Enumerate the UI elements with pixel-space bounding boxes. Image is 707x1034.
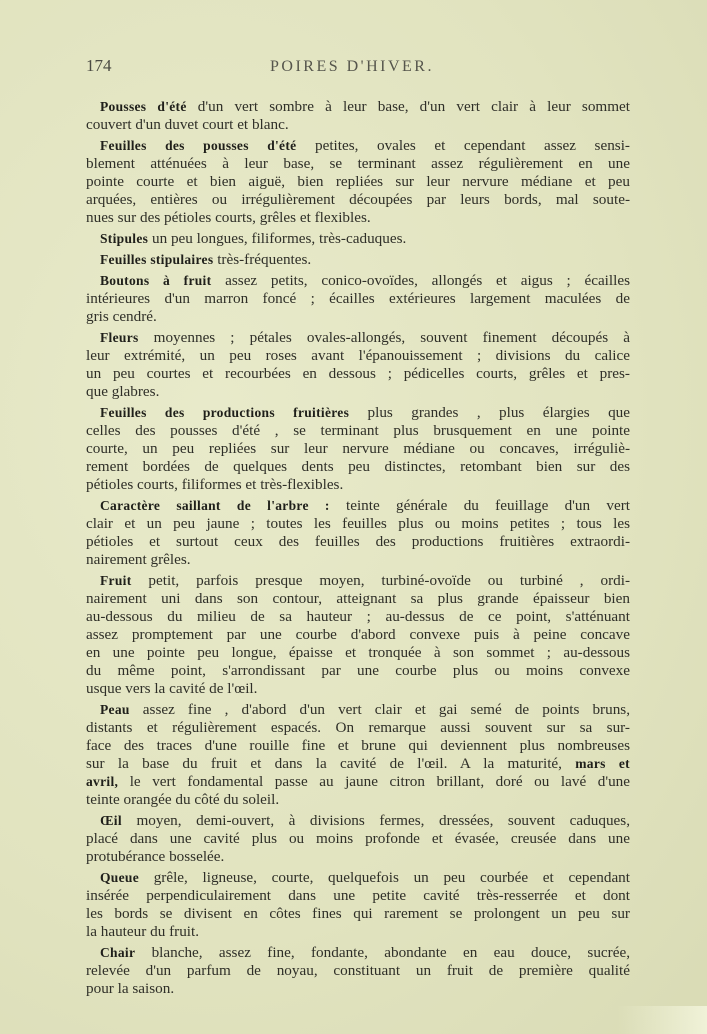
paragraph-term: Fleurs: [100, 330, 139, 345]
text-line: [86, 308, 630, 326]
text-line: [86, 737, 630, 755]
paragraph: [86, 572, 630, 698]
text-line: [86, 905, 630, 923]
text-segment: nues sur des pétioles courts, grêles et flexibles.: [86, 209, 371, 226]
paragraph: [86, 944, 630, 998]
paragraph-term: Œil: [100, 813, 122, 828]
text-line: [86, 887, 630, 905]
text-segment: leur extrémité, un peu roses avant l'épanouissement ; divisions du calice: [86, 347, 630, 364]
text-segment: du même point, s'arrondissant par une courbe plus ou moins convexe: [86, 662, 630, 679]
paragraph-term: Chair: [100, 945, 136, 960]
text-line: [86, 608, 630, 626]
paragraph-term: Peau: [100, 702, 130, 717]
text-segment: placé dans une cavité plus ou moins profonde et évasée, creusée dans une: [86, 830, 630, 847]
text-segment: face des traces d'une rouille fine et brune qui deviennent plus nombreuses: [86, 737, 630, 754]
text-segment: rement bordées de quelques dents peu distinctes, retombant bien sur des: [86, 458, 630, 475]
text-line: [86, 173, 630, 191]
text-segment: la hauteur du fruit.: [86, 923, 200, 940]
text-line: [86, 590, 630, 608]
paragraph-term: Feuilles des productions fruitières: [100, 405, 350, 420]
text-line: [86, 404, 630, 422]
text-segment: assez petits, conico-ovoïdes, allongés et aigus ; écailles: [211, 272, 630, 289]
paragraph: [86, 329, 630, 401]
text-segment: insérée perpendiculairement dans une petite cavité très-resserrée et dont: [86, 887, 630, 904]
text-segment: arquées, entières ou irrégulièrement découpées par leurs bords, mal soute-: [86, 191, 630, 208]
text-segment: petites, ovales et cependant assez sensi-: [296, 137, 630, 154]
paragraph: [86, 404, 630, 494]
text-segment: petit, parfois presque moyen, turbiné-ovoïde ou turbiné , ordi-: [131, 572, 630, 589]
text-line: [86, 626, 630, 644]
text-line: [86, 719, 630, 737]
text-line: [86, 551, 630, 569]
text-segment: usque vers la cavité de l'œil.: [86, 680, 258, 697]
text-line: [86, 329, 630, 347]
paragraph: [86, 812, 630, 866]
text-line: [86, 458, 630, 476]
text-line: [86, 272, 630, 290]
running-title: POIRES D'HIVER.: [270, 58, 434, 75]
text-segment: couvert d'un duvet court et blanc.: [86, 116, 289, 133]
text-segment: celles des pousses d'été , se terminant plus brusquement en une pointe: [86, 422, 630, 439]
paragraph-term: Caractère saillant de l'arbre :: [100, 498, 330, 513]
text-line: [86, 98, 630, 116]
text-segment: protubérance bosselée.: [86, 848, 225, 865]
paragraph-term: Feuilles stipulaires: [100, 252, 214, 267]
text-line: [86, 923, 630, 941]
text-line: [86, 944, 630, 962]
text-line: [86, 383, 630, 401]
text-line: [86, 644, 630, 662]
text-segment: nairement uni dans son contour, atteignant sa plus grande épaisseur bien: [86, 590, 630, 607]
text-line: [86, 191, 630, 209]
text-line: [86, 773, 630, 791]
text-line: [86, 251, 630, 269]
text-line: [86, 422, 630, 440]
page-corner-glare: [617, 1006, 707, 1034]
text-segment: clair et un peu jaune ; toutes les feuilles plus ou moins petites ; tous les: [86, 515, 630, 532]
text-line: [86, 347, 630, 365]
text-segment: pétioles et surtout ceux des feuilles des productions fruitières extraordi-: [86, 533, 630, 550]
text-line: [86, 476, 630, 494]
paragraph-term: Stipules: [100, 231, 149, 246]
paragraph: [86, 230, 630, 248]
text-line: [86, 662, 630, 680]
paragraph-term: Queue: [100, 870, 140, 885]
page-number: 174: [86, 56, 112, 75]
text-line: [86, 365, 630, 383]
paragraph: [86, 137, 630, 227]
text-segment: moyennes ; pétales ovales-allongés, souvent finement découpés à: [138, 329, 630, 346]
text-line: [86, 116, 630, 134]
paragraph: [86, 869, 630, 941]
paragraph: [86, 251, 630, 269]
text-segment: plus grandes , plus élargies que: [349, 404, 630, 421]
text-segment: pour la saison.: [86, 980, 175, 997]
text-segment: moyen, demi-ouvert, à divisions fermes, dressées, souvent caduques,: [121, 812, 630, 829]
text-segment: pointe courte et bien aiguë, bien repliées sur leur nervure médiane et peu: [86, 173, 630, 190]
text-segment: distants et régulièrement espacés. On remarque aussi souvent sur sa sur-: [86, 719, 630, 736]
text-segment: intérieures d'un marron foncé ; écailles extérieures largement maculées de: [86, 290, 630, 307]
text-segment: le vert fondamental passe au jaune citron brillant, doré ou lavé d'une: [118, 773, 630, 790]
text-line: [86, 980, 630, 998]
text-segment: nairement grêles.: [86, 551, 191, 568]
text-line: [86, 962, 630, 980]
text-segment: un peu longues, filiformes, très-caduques.: [148, 230, 407, 247]
text-line: [86, 209, 630, 227]
text-segment: courte, un peu repliées sur leur nervure médiane ou concaves, irréguliè-: [86, 440, 630, 457]
text-line: [86, 812, 630, 830]
text-segment: blanche, assez fine, fondante, abondante en eau douce, sucrée,: [135, 944, 630, 961]
text-segment: assez promptement par une courbe d'abord convexe puis à peine concave: [86, 626, 630, 643]
text-line: [86, 440, 630, 458]
paragraph-term: Pousses d'été: [100, 99, 187, 114]
text-segment: au-dessous du milieu de sa hauteur ; au-dessus de ce point, s'atténuant: [86, 608, 630, 625]
text-segment: très-fréquentes.: [213, 251, 312, 268]
text-segment: d'un vert sombre à leur base, d'un vert clair à leur sommet: [186, 98, 630, 115]
text-line: [86, 680, 630, 698]
text-segment: assez fine , d'abord d'un vert clair et gai semé de points bruns,: [129, 701, 630, 718]
text-segment: en une pointe peu longue, épaisse et tronquée à son sommet ; au-dessous: [86, 644, 630, 661]
text-segment: gris cendré.: [86, 308, 157, 325]
text-segment: teinte générale du feuillage d'un vert: [329, 497, 630, 514]
paragraph: [86, 701, 630, 809]
text-line: [86, 755, 630, 773]
text-line: [86, 848, 630, 866]
text-line: [86, 869, 630, 887]
text-segment: sur la base du fruit et dans la cavité de l'œil. A la maturité,: [86, 755, 576, 772]
text-line: [86, 497, 630, 515]
text-line: [86, 290, 630, 308]
text-segment: relevée d'un parfum de noyau, constituant un fruit de première qualité: [86, 962, 630, 979]
paragraph-term: Feuilles des pousses d'été: [100, 138, 297, 153]
text-segment: pétioles courts, filiformes et très-flexibles.: [86, 476, 344, 493]
paragraph: [86, 98, 630, 134]
text-line: [86, 533, 630, 551]
text-line: [86, 830, 630, 848]
text-line: [86, 155, 630, 173]
text-line: [86, 515, 630, 533]
bold-text: avril,: [86, 774, 119, 789]
text-line: [86, 137, 630, 155]
text-segment: un peu courtes et recourbées en dessous ; pédicelles courts, grêles et pres-: [86, 365, 630, 382]
paragraph-term: Fruit: [100, 573, 132, 588]
text-segment: les bords se divisent en côtes fines qui rarement se prolongent un peu sur: [86, 905, 630, 922]
paragraph: [86, 272, 630, 326]
text-line: [86, 791, 630, 809]
paragraph-term: Boutons à fruit: [100, 273, 212, 288]
text-segment: teinte orangée du côté du soleil.: [86, 791, 280, 808]
text-line: [86, 701, 630, 719]
text-segment: blement atténuées à leur base, se terminant assez régulièrement en une: [86, 155, 630, 172]
text-segment: grêle, ligneuse, courte, quelquefois un peu courbée et cependant: [139, 869, 630, 886]
text-line: [86, 572, 630, 590]
text-segment: que glabres.: [86, 383, 160, 400]
bold-text: mars et: [575, 756, 630, 771]
text-line: [86, 230, 630, 248]
paragraph: [86, 497, 630, 569]
